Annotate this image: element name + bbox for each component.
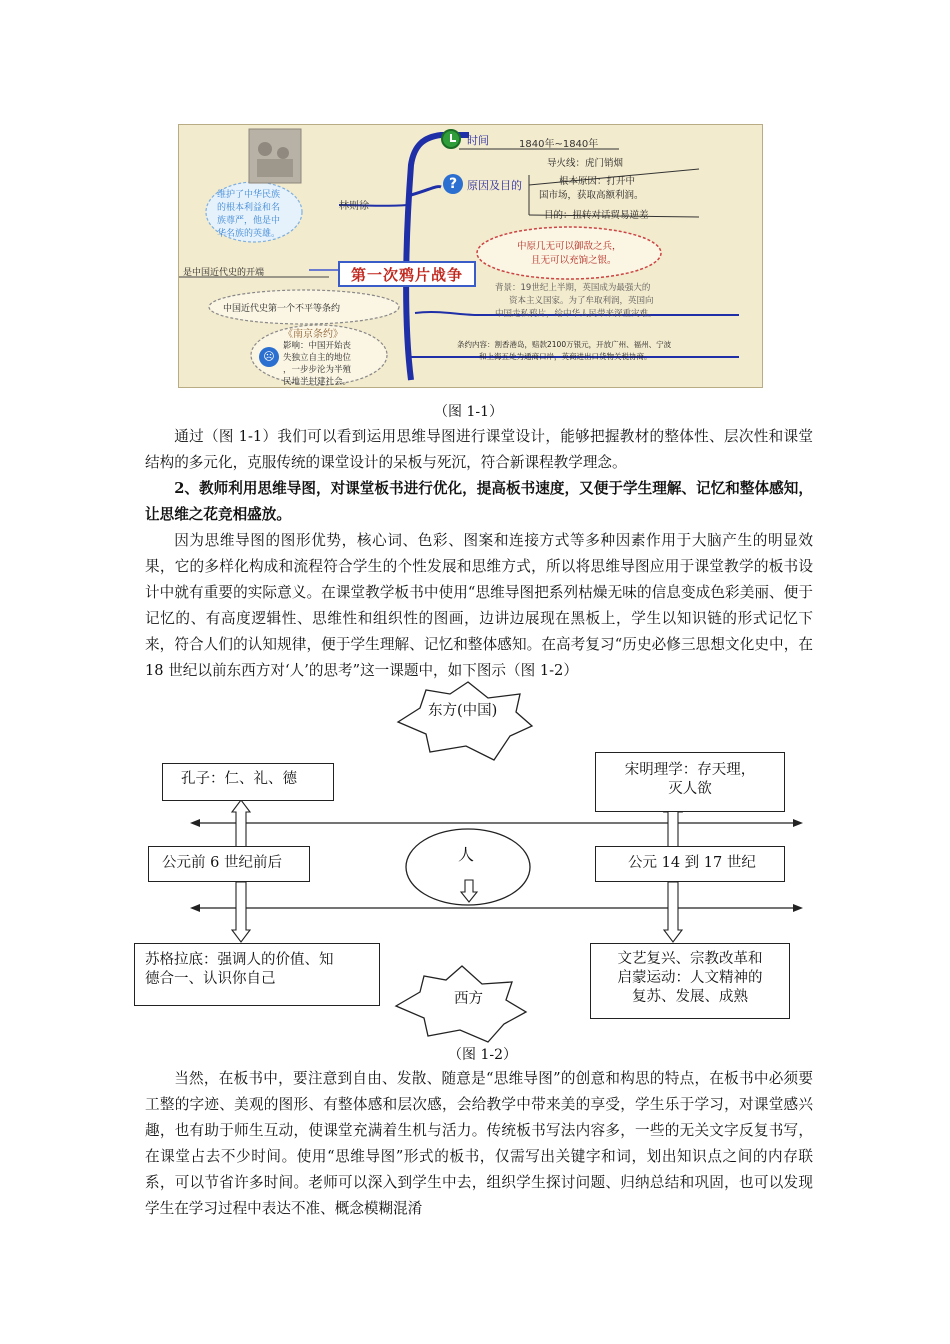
fuse-text: 导火线：虎门销烟: [547, 158, 624, 169]
song-text-1: 宋明理学：存天理，: [624, 762, 756, 778]
purpose-text: 目的：扭转对话贸易逆差: [544, 210, 649, 221]
reason-label: 原因及目的: [467, 179, 522, 192]
root-cause-2: 国市场，获取高额利润。: [539, 190, 644, 201]
lin-desc-1: 维护了中华民族: [217, 190, 281, 200]
background-2: 资本主义国家。为了牟取利润，英国向: [509, 296, 654, 306]
socrates-text-1: 苏格拉底：强调人的价值、知: [145, 952, 334, 968]
figure2-caption: （图 1-2）: [448, 1044, 517, 1064]
lin-name: 林则徐: [339, 201, 369, 212]
clock-icon: [441, 129, 461, 149]
mindmap-figure: [178, 124, 763, 388]
quote-1: 中原几无可以御敌之兵，: [517, 241, 622, 252]
lin-desc-2: 的根本利益和名: [217, 203, 281, 213]
center-label: 人: [458, 845, 475, 864]
c14-box: [595, 846, 785, 882]
renaissance-box: [590, 943, 790, 1019]
impact-3: ，一步步沦为半殖: [283, 365, 352, 375]
west-label: 西方: [454, 991, 483, 1007]
socrates-text-2: 德合一、认识你自己: [145, 971, 276, 987]
start-note: 是中国近代史的开端: [183, 268, 265, 278]
impact-1: 影响：中国开始丧: [283, 341, 352, 351]
central-topic: 第一次鸦片战争: [350, 266, 463, 284]
impact-2: 失独立自主的地位: [283, 353, 352, 363]
paragraph-4: 当然，在板书中，要注意到自由、发散、随意是“思维导图”的创意和构思的特点，在板书中必须要工整的字迹、美观的图形、有整体感和层次感，会给教学中带来美的享受，学生乐于学习，对课堂感兴趣，也有助于师生互动，使课堂充满着生机与活力。传统板书写法内容多，一些的无关文字反复书写，在课堂占去不少时间。使用“思维导图”形式的板书，仅需写出关键字和词，划出知识点之间的内存联系，可以节省许多时间。老师可以深入到学生中去，组织学生探讨问题、归纳总结和巩固，也可以发现学生在学习过程中表达不准、概念模糊混淆: [145, 1070, 813, 1217]
renaissance-text-2: 启蒙运动：人文精神的: [617, 970, 763, 986]
lin-desc-4: 华名族的英雄。: [217, 229, 281, 239]
bc6-text: 公元前 6 世纪前后: [162, 855, 282, 871]
sad-face-icon: ☹: [259, 347, 279, 367]
renaissance-text-3: 复苏、发展、成熟: [632, 989, 748, 1005]
east-star: [398, 682, 532, 760]
confucius-box: [162, 763, 334, 801]
renaissance-text-1: 文艺复兴、宗教改革和: [617, 951, 763, 967]
arrow-up-left: [232, 800, 250, 852]
question-icon: ?: [443, 174, 463, 194]
paragraph-2-heading: 2、教师利用思维导图，对课堂板书进行优化，提高板书速度，又便于学生理解、记忆和整体感知，让思维之花竞相盛放。: [145, 480, 813, 523]
time-label: 时间: [467, 134, 489, 147]
c14-text: 公元 14 到 17 世纪: [628, 855, 756, 871]
figure1-caption: （图 1-1）: [434, 404, 503, 420]
paragraph-1: 通过（图 1-1）我们可以看到运用思维导图进行课堂设计，能够把握教材的整体性、层次性和课堂结构的多元化，克服传统的课堂设计的呆板与死沉，符合新课程教学理念。: [145, 428, 813, 471]
arrow-down-left: [232, 882, 250, 942]
bc6-box: [148, 846, 310, 882]
socrates-box: [134, 943, 380, 1006]
quote-2: 且无可以充饷之银。: [531, 255, 617, 266]
nanjing-treaty: 《南京条约》: [283, 329, 343, 340]
treaty-content-2: 和上海五处为通商口岸，英商进出口货物关税协商。: [479, 352, 652, 361]
song-box: [595, 752, 785, 812]
east-label: 东方(中国): [428, 703, 498, 719]
treaty-content-1: 条约内容：割香港岛，赔款2100万银元，开放广州、福州、宁波: [457, 340, 672, 349]
background-1: 背景：19世纪上半期，英国成为最强大的: [495, 283, 651, 293]
time-value: 1840年~1840年: [519, 139, 599, 150]
root-cause-1: 根本原因：打开中: [559, 176, 636, 187]
background-3: 中国走私鸦片，给中华人民带来深重灾难。: [495, 309, 657, 319]
song-text-2: 灭人欲: [668, 781, 712, 797]
confucius-text: 孔子：仁、礼、德: [181, 771, 297, 787]
arrow-down-right: [664, 882, 682, 942]
impact-4: 民地半封建社会。: [283, 377, 352, 387]
paragraph-3: 因为思维导图的图形优势，核心词、色彩、图案和连接方式等多种因素作用于大脑产生的明显效果，它的多样化构成和流程符合学生的个性发展和思维方式，所以将思维导图应用于课堂教学的板书设计中就有重要的实际意义。在课堂教学板书中使用“思维导图把系列枯燥无味的信息变成色彩美丽、便于记忆的、有高度逻辑性、思维性和组织性的图画，边讲边展现在黑板上，学生以知识链的形式记忆下来，符合人们的认知规律，便于学生理解、记忆和整体感知。在高考复习“历史必修三思想文化史中，在 18 世纪以前东西方对‘人’的思考”这一课题中，如下图示（图 1-2）: [145, 532, 813, 679]
first-treaty: 中国近代史第一个不平等条约: [223, 304, 341, 314]
lin-desc-3: 族尊严，他是中: [217, 216, 281, 226]
